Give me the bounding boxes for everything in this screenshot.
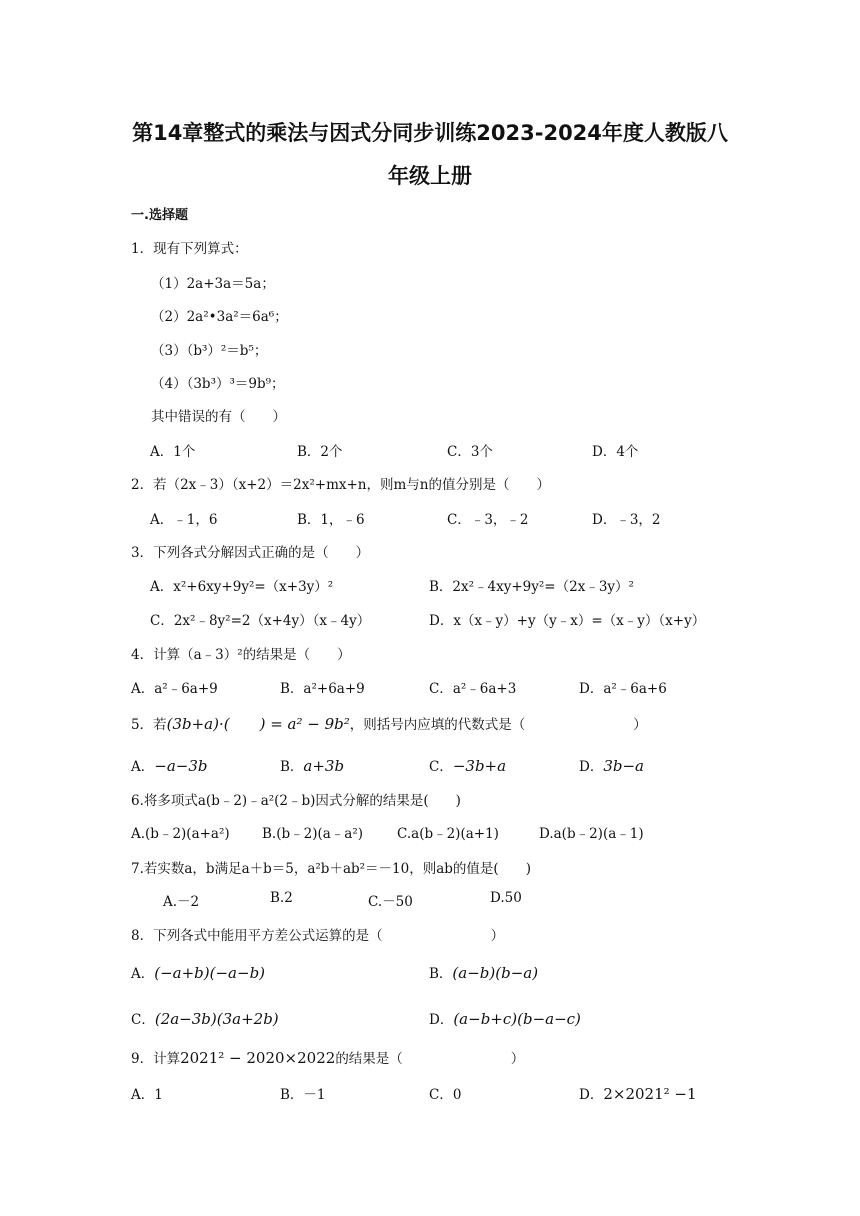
option-label: D． [579,759,604,775]
option-label: A． [131,966,155,982]
question-4-stem: 4．计算（a﹣3）²的结果是（ ） [131,647,351,663]
option-label: B． [280,759,304,775]
question-2-option-d[interactable]: D．﹣3，2 [592,512,661,528]
question-6-option-b[interactable]: B.(b﹣2)(a﹣a²) [262,826,364,842]
question-5-stem-suffix: ，则括号内应填的代数式是（ ） [349,717,647,733]
question-1-item-4: （4）（3b³）³＝9b⁹； [151,376,285,392]
question-9-option-c[interactable]: C．0 [429,1087,462,1103]
question-6-stem: 6.将多项式a(b﹣2)﹣a²(2﹣b)因式分解的结果是( ) [131,793,461,809]
question-7-option-c[interactable]: C.－50 [368,894,413,910]
question-3-option-d[interactable]: D．x（x﹣y）+y（y﹣x）=（x﹣y）（x+y） [429,613,706,629]
question-5-option-d[interactable] [579,755,644,775]
document-title-line-1: 第14章整式的乘法与因式分同步训练2023-2024年度人教版八 [132,121,728,145]
option-formula: 2×2021² −1 [603,1085,697,1103]
question-1-stem: 1．现有下列算式： [131,241,248,257]
question-1-option-b[interactable]: B．2个 [297,444,343,460]
option-formula: −3b+a [452,757,507,775]
question-8-stem: 8．下列各式中能用平方差公式运算的是（ ） [131,928,505,944]
question-2-option-c[interactable]: C．﹣3，﹣2 [447,512,529,528]
question-6-option-c[interactable]: C.a(b﹣2)(a+1) [397,826,499,842]
question-1-option-d[interactable]: D．4个 [592,444,639,460]
question-8-option-c[interactable] [131,1008,279,1028]
question-6-option-a[interactable]: A.(b﹣2)(a+a²) [131,826,230,842]
option-formula: (−a+b)(−a−b) [154,964,266,982]
question-8-option-a[interactable] [131,962,265,982]
option-formula: (2a−3b)(3a+2b) [154,1010,279,1028]
question-5-stem-prefix: 5．若 [131,717,167,733]
option-label: D． [579,1087,604,1103]
question-5-option-a[interactable] [131,755,207,775]
question-1-option-c[interactable]: C．3个 [447,444,493,460]
question-9-stem-suffix: 的结果是（ ） [335,1051,525,1067]
question-2-option-b[interactable]: B．1，﹣6 [297,512,365,528]
question-2-stem: 2．若（2x﹣3）（x+2）＝2x²+mx+n，则m与n的值分别是（ ） [131,477,550,493]
question-5-option-b[interactable] [280,755,344,775]
question-7-option-d[interactable]: D.50 [490,890,522,906]
question-7-option-a[interactable]: A.－2 [163,894,200,910]
document-title-line-2: 年级上册 [388,164,472,188]
question-9-stem [131,1047,524,1067]
question-3-option-c[interactable]: C．2x²﹣8y²=2（x+4y）（x﹣4y） [150,613,371,629]
question-9-option-a[interactable]: A．1 [131,1087,163,1103]
question-2-option-a[interactable]: A．﹣1，6 [150,512,218,528]
question-1-item-1: （1）2a+3a＝5a； [151,276,275,292]
question-4-option-d[interactable]: D．a²﹣6a+6 [579,681,667,697]
question-9-option-d[interactable] [579,1083,697,1103]
option-label: A． [131,759,155,775]
question-9-option-b[interactable]: B．－1 [280,1087,326,1103]
question-3-option-a[interactable]: A．x²+6xy+9y²=（x+3y）² [150,579,334,595]
question-9-stem-prefix: 9．计算 [131,1051,181,1067]
question-4-option-b[interactable]: B．a²+6a+9 [280,681,365,697]
question-7-stem: 7.若实数a，b满足a＋b＝5，a²b＋ab²＝－10，则ab的值是( ) [131,861,531,877]
question-6-option-d[interactable]: D.a(b﹣2)(a﹣1) [539,826,644,842]
option-label: B． [429,966,453,982]
question-8-option-b[interactable] [429,962,538,982]
question-4-option-a[interactable]: A．a²﹣6a+9 [131,681,218,697]
section-heading: 一.选择题 [131,208,188,223]
question-5-stem [131,713,647,734]
question-3-stem: 3．下列各式分解因式正确的是（ ） [131,545,370,561]
option-formula: a+3b [303,757,345,775]
question-8-option-d[interactable] [429,1008,581,1028]
option-label: D． [429,1012,454,1028]
question-5-stem-formula: (3b+a)·( ) = a² − 9b² [166,715,350,733]
question-1-item-2: （2）2a²•3a²＝6a⁶； [151,309,288,325]
question-5-option-c[interactable] [429,755,506,775]
question-1-option-a[interactable]: A．1个 [150,444,196,460]
option-label: C． [429,759,453,775]
option-formula: (a−b)(b−a) [452,964,539,982]
question-9-stem-formula: 2021² − 2020×2022 [180,1049,336,1067]
question-4-option-c[interactable]: C．a²﹣6a+3 [429,681,517,697]
question-3-option-b[interactable]: B．2x²﹣4xy+9y²=（2x﹣3y）² [429,579,634,595]
option-formula: 3b−a [603,757,644,775]
question-1-ask: 其中错误的有（ ） [151,409,286,425]
option-label: C． [131,1012,155,1028]
question-1-item-3: （3）（b³）²＝b⁵； [151,343,268,359]
option-formula: −a−3b [154,757,208,775]
question-7-option-b[interactable]: B.2 [270,890,293,906]
option-formula: (a−b+c)(b−a−c) [453,1010,581,1028]
